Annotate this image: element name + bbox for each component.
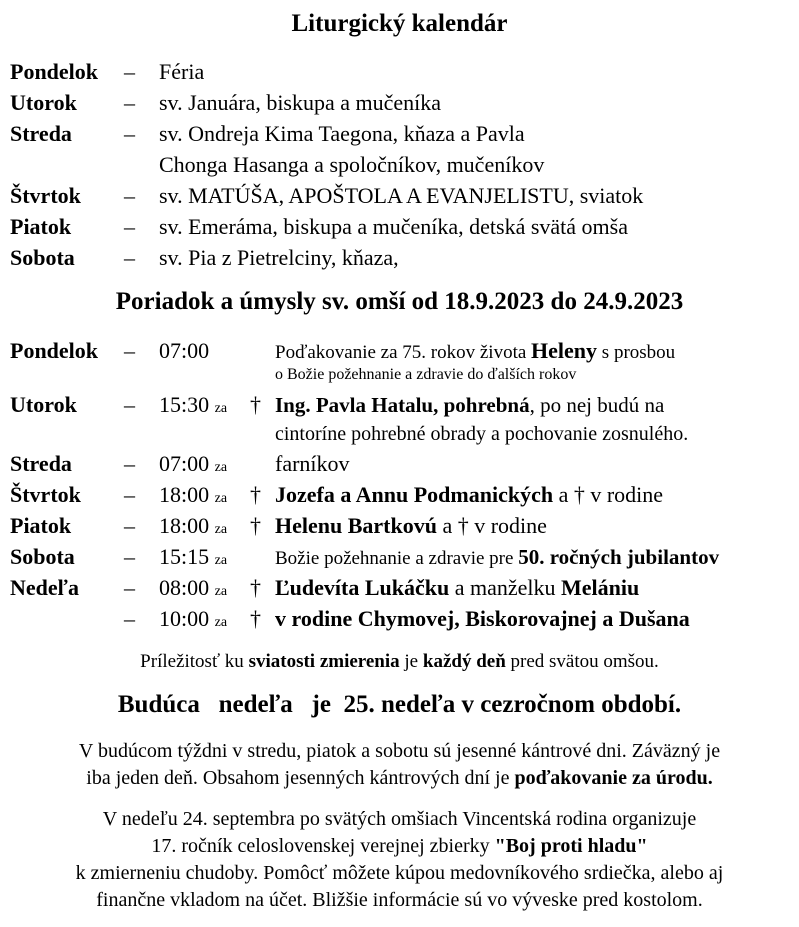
day-label: Piatok bbox=[10, 513, 72, 538]
paragraph-line: V budúcom týždni v stredu, piatok a sobotu sú jesenné kántrové dni. Záväzný je bbox=[78, 740, 721, 762]
mass-time bbox=[159, 573, 227, 607]
time-value: 18:00 bbox=[159, 482, 210, 507]
dash: – bbox=[124, 121, 135, 146]
vincent-paragraph bbox=[0, 806, 799, 914]
day-label: Sobota bbox=[10, 245, 75, 270]
time-value: 15:30 bbox=[159, 392, 210, 417]
dash: – bbox=[124, 338, 135, 363]
dash: – bbox=[124, 245, 135, 270]
za-label: za bbox=[214, 522, 228, 537]
intention-text: , po nej budú na bbox=[529, 393, 665, 417]
mass-intention bbox=[275, 604, 690, 634]
time-value: 07:00 bbox=[159, 451, 210, 476]
mass-intention bbox=[275, 390, 664, 420]
day-label: Sobota bbox=[10, 544, 75, 569]
intention-text: Poďakovanie za 75. rokov života bbox=[275, 342, 532, 363]
intention-name: 50. ročných jubilantov bbox=[518, 545, 720, 569]
dash: – bbox=[124, 214, 135, 239]
note-text: pred svätou omšou. bbox=[505, 651, 659, 672]
time-value: 10:00 bbox=[159, 606, 210, 631]
day-label: Piatok bbox=[10, 214, 72, 239]
paragraph-line: finančne vkladom na účet. Bližšie informácie sú vo vývеske pred kostolom. bbox=[96, 889, 703, 911]
intention-text: Božie požehnanie a zdravie pre bbox=[275, 548, 519, 569]
intention-text: a manželku bbox=[449, 575, 562, 600]
intention-name: Ing. Pavla Hatalu, pohrebná bbox=[275, 393, 530, 417]
mass-time bbox=[159, 604, 227, 638]
day-label: Utorok bbox=[10, 392, 77, 417]
paragraph-line: iba jeden deň. Obsahom jesenných kántrových dní je bbox=[86, 767, 515, 789]
dash: – bbox=[124, 451, 135, 476]
intention-text: a † v rodine bbox=[436, 513, 547, 538]
cross-icon: † bbox=[250, 482, 261, 507]
day-label: Štvrtok bbox=[10, 482, 81, 507]
day-label: Pondelok bbox=[10, 59, 99, 84]
za-label: za bbox=[214, 553, 228, 568]
mass-time: 07:00 bbox=[159, 338, 210, 363]
mass-intention: farníkov bbox=[275, 451, 350, 476]
za-label: za bbox=[214, 491, 228, 506]
day-label: Štvrtok bbox=[10, 183, 81, 208]
day-label: Utorok bbox=[10, 90, 77, 115]
intention-name: v rodine Chymovej, Biskorovajnej a Dušana bbox=[275, 606, 690, 631]
note-bold: sviatosti zmierenia bbox=[248, 651, 400, 672]
intention-continuation: cintoríne pohrebné obrady a pochovanie zosnulého. bbox=[275, 423, 689, 445]
note-text: je bbox=[399, 651, 423, 672]
za-label: za bbox=[214, 460, 228, 475]
calendar-title: Liturgický kalendár bbox=[291, 10, 508, 37]
za-label: za bbox=[214, 401, 228, 416]
mass-intention bbox=[275, 542, 719, 574]
paragraph-bold: "Boj proti hladu" bbox=[494, 835, 648, 857]
mass-time bbox=[159, 542, 227, 576]
paragraph-line: V nedeľu 24. septembra po svätých omšiach Vincentská rodina organizuje bbox=[102, 808, 697, 830]
mass-intention bbox=[275, 480, 663, 510]
day-label: Streda bbox=[10, 451, 72, 476]
cross-icon: † bbox=[250, 392, 261, 417]
intention-name: Jozefa a Annu Podmanických bbox=[275, 482, 554, 507]
mass-intention bbox=[275, 336, 675, 385]
mass-intention bbox=[275, 511, 547, 541]
dash: – bbox=[124, 183, 135, 208]
ember-days-paragraph bbox=[0, 738, 799, 792]
day-label: Nedeľa bbox=[10, 575, 79, 600]
dash: – bbox=[124, 606, 135, 631]
cross-icon: † bbox=[250, 513, 261, 538]
time-value: 18:00 bbox=[159, 513, 210, 538]
intention-text: a † v rodine bbox=[553, 482, 664, 507]
next-sunday-heading: Budúca nedeľa je 25. nedeľa v cezročnom období. bbox=[117, 691, 682, 718]
confession-note bbox=[0, 648, 799, 675]
time-value: 15:15 bbox=[159, 544, 210, 569]
dash: – bbox=[124, 59, 135, 84]
za-label: za bbox=[214, 615, 228, 630]
mass-time bbox=[159, 449, 227, 483]
intention-name: Melániu bbox=[561, 575, 640, 600]
cross-icon: † bbox=[250, 575, 261, 600]
feast-text: Chonga Hasanga a spoločníkov, mučeníkov bbox=[159, 152, 545, 177]
time-value: 08:00 bbox=[159, 575, 210, 600]
paragraph-bold: poďakovanie za úrodu. bbox=[514, 767, 713, 789]
za-label: za bbox=[214, 584, 228, 599]
note-bold: každý deň bbox=[422, 651, 506, 672]
dash: – bbox=[124, 575, 135, 600]
feast-text: sv. MATÚŠA, APOŠTOLA A EVANJELISTU, sviatok bbox=[159, 183, 644, 208]
cross-icon: † bbox=[250, 606, 261, 631]
intention-continuation: o Božie požehnanie a zdravie do ďalších rokov bbox=[275, 366, 577, 383]
intention-name: Helenu Bartkovú bbox=[275, 513, 437, 538]
intention-text: s prosbou bbox=[597, 342, 676, 363]
mass-time bbox=[159, 390, 227, 424]
paragraph-line: k zmierneniu chudoby. Pomôcť môžete kúpou medovníkového srdiečka, alebo aj bbox=[75, 862, 724, 884]
feast-text: sv. Pia z Pietrelciny, kňaza, bbox=[159, 245, 399, 270]
dash: – bbox=[124, 392, 135, 417]
dash: – bbox=[124, 482, 135, 507]
feast-text: sv. Januára, biskupa a mučeníka bbox=[159, 90, 442, 115]
mass-time bbox=[159, 480, 227, 514]
intention-name: Ľudevíta Lukáčku bbox=[275, 575, 450, 600]
intention-name: Heleny bbox=[531, 338, 598, 363]
feast-text: sv. Ondreja Kima Taegona, kňaza a Pavla bbox=[159, 121, 525, 146]
day-label: Streda bbox=[10, 121, 72, 146]
note-text: Príležitosť ku bbox=[140, 651, 249, 672]
feast-text: sv. Emeráma, biskupa a mučeníka, detská svätá omša bbox=[159, 214, 628, 239]
feast-text: Féria bbox=[159, 59, 205, 84]
dash: – bbox=[124, 513, 135, 538]
mass-intention bbox=[275, 573, 639, 603]
day-label: Pondelok bbox=[10, 338, 99, 363]
dash: – bbox=[124, 90, 135, 115]
mass-time bbox=[159, 511, 227, 545]
dash: – bbox=[124, 544, 135, 569]
paragraph-line: 17. ročník celoslovenskej verejnej zbierky bbox=[151, 835, 495, 857]
mass-schedule-heading: Poriadok a úmysly sv. omší od 18.9.2023 do 24.9.2023 bbox=[115, 288, 684, 315]
